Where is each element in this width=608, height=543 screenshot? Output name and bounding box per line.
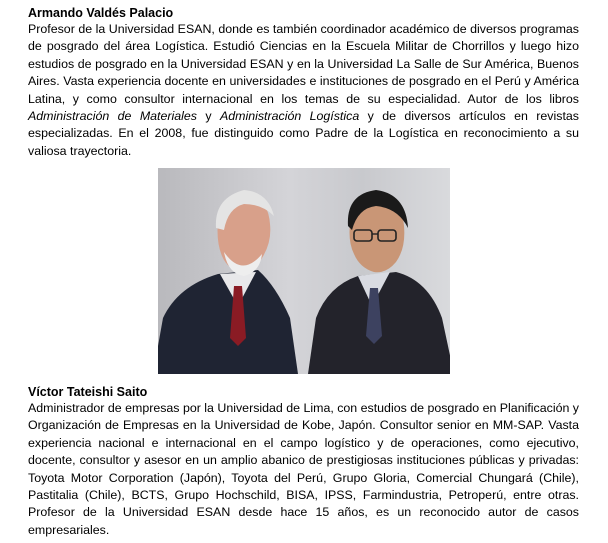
- bio-armando-valdes: [28, 5, 579, 160]
- bio-text-part: y: [196, 109, 220, 124]
- bio-victor-tateishi: [28, 384, 579, 539]
- person-name: Armando Valdés Palacio: [28, 6, 174, 20]
- bio-text-part: Profesor de la Universidad ESAN, donde es también coordinador académico de diversos programas de posgrado del área Logística. Estudió Ciencias en la Escuela Militar de Chorrillos y luego hizo estudios de posgrado en la Universidad ESAN y en la Universidad La Salle de Sur América, Buenos Aires. Vasta experiencia docente en universidades e instituciones de posgrado en el Perú y América Latina, y como consultor internacional en los temas de su especialidad. Autor de los libros: [28, 22, 579, 106]
- biography-paragraph: Administrador de empresas por la Universidad de Lima, con estudios de posgrado en Planificación y Organización de Empresas en la Universidad de Kobe, Japón. Consultor senior en MM-SAP. Vasta experiencia nacional e internacional en el campo logístico y de operaciones, como ejecutivo, docente, consultor y asesor en un amplio abanico de prestigiosas instituciones públicas y privadas: Toyota Motor Corporation (Japón), Toyota del Perú, Grupo Gloria, Comercial Chungará (Chile), Pastitalia (Chile), BCTS, Grupo Hochschild, BISA, IPSS, Farmindustria, Petroperú, entre otras. Profesor de la Universidad ESAN desde hace 15 años, es un reconocido autor de casos empresariales.: [28, 401, 579, 537]
- book-title: Administración Logística: [219, 109, 360, 124]
- bio-text-part: y de diversos artículos en revistas especializadas. En el 2008, fue distinguido como Padre de la Logística en reconocimiento a su valiosa trayectoria.: [28, 109, 579, 158]
- portrait-photo: [158, 168, 450, 374]
- person-name: Víctor Tateishi Saito: [28, 385, 148, 399]
- book-title: Administración de Materiales: [28, 109, 197, 124]
- biography-paragraph: [28, 21, 579, 160]
